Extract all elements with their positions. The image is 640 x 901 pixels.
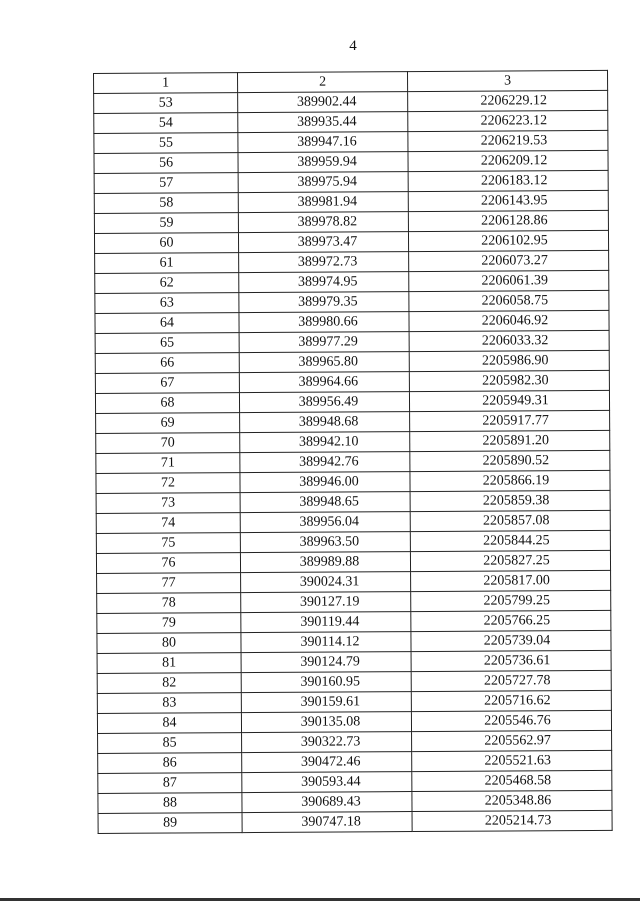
y-coordinate-cell: 2206058.75 (409, 290, 609, 311)
point-number-cell: 53 (94, 93, 238, 114)
x-coordinate-cell: 389959.94 (238, 152, 408, 173)
y-coordinate-cell: 2205986.90 (409, 350, 609, 371)
y-coordinate-cell: 2205562.97 (412, 730, 612, 751)
y-coordinate-cell: 2205736.61 (411, 650, 611, 671)
x-coordinate-cell: 390159.61 (241, 692, 411, 713)
y-coordinate-cell: 2206073.27 (409, 250, 609, 271)
x-coordinate-cell: 389948.65 (240, 492, 410, 513)
y-coordinate-cell: 2206219.53 (408, 130, 608, 151)
y-coordinate-cell: 2205949.31 (409, 390, 609, 411)
x-coordinate-cell: 390024.31 (241, 572, 411, 593)
point-number-cell: 76 (96, 553, 240, 574)
column-header-number: 1 (94, 73, 238, 94)
x-coordinate-cell: 389979.35 (239, 292, 409, 313)
y-coordinate-cell: 2205817.00 (411, 570, 611, 591)
x-coordinate-cell: 390124.79 (241, 652, 411, 673)
x-coordinate-cell: 390114.12 (241, 632, 411, 653)
x-coordinate-cell: 390593.44 (242, 772, 412, 793)
y-coordinate-cell: 2205866.19 (410, 470, 610, 491)
column-header-x: 2 (238, 72, 408, 93)
point-number-cell: 81 (97, 653, 241, 674)
y-coordinate-cell: 2206046.92 (409, 310, 609, 331)
x-coordinate-cell: 390322.73 (242, 732, 412, 753)
point-number-cell: 61 (95, 253, 239, 274)
y-coordinate-cell: 2205468.58 (412, 770, 612, 791)
x-coordinate-cell: 390689.43 (242, 792, 412, 813)
point-number-cell: 67 (95, 373, 239, 394)
point-number-cell: 63 (95, 293, 239, 314)
y-coordinate-cell: 2205844.25 (410, 530, 610, 551)
point-number-cell: 85 (98, 733, 242, 754)
point-number-cell: 59 (94, 213, 238, 234)
x-coordinate-cell: 389947.16 (238, 132, 408, 153)
point-number-cell: 55 (94, 133, 238, 154)
point-number-cell: 56 (94, 153, 238, 174)
y-coordinate-cell: 2206061.39 (409, 270, 609, 291)
x-coordinate-cell: 389948.68 (240, 412, 410, 433)
point-number-cell: 75 (96, 533, 240, 554)
x-coordinate-cell: 389978.82 (238, 212, 408, 233)
x-coordinate-cell: 389942.10 (240, 432, 410, 453)
point-number-cell: 88 (98, 793, 242, 814)
x-coordinate-cell: 389980.66 (239, 312, 409, 333)
x-coordinate-cell: 389972.73 (239, 252, 409, 273)
column-header-y: 3 (407, 70, 607, 91)
point-number-cell: 65 (95, 333, 239, 354)
y-coordinate-cell: 2206102.95 (408, 230, 608, 251)
y-coordinate-cell: 2205859.38 (410, 490, 610, 511)
y-coordinate-cell: 2206229.12 (408, 90, 608, 111)
point-number-cell: 58 (94, 193, 238, 214)
x-coordinate-cell: 389981.94 (238, 192, 408, 213)
x-coordinate-cell: 389935.44 (238, 112, 408, 133)
point-number-cell: 83 (97, 693, 241, 714)
x-coordinate-cell: 389942.76 (240, 452, 410, 473)
point-number-cell: 69 (96, 413, 240, 434)
point-number-cell: 72 (96, 473, 240, 494)
x-coordinate-cell: 389977.29 (239, 332, 409, 353)
point-number-cell: 74 (96, 513, 240, 534)
point-number-cell: 54 (94, 113, 238, 134)
x-coordinate-cell: 389946.00 (240, 472, 410, 493)
x-coordinate-cell: 389989.88 (240, 552, 410, 573)
x-coordinate-cell: 390160.95 (241, 672, 411, 693)
y-coordinate-cell: 2205348.86 (412, 790, 612, 811)
y-coordinate-cell: 2206209.12 (408, 150, 608, 171)
point-number-cell: 87 (98, 773, 242, 794)
coordinates-table (93, 70, 613, 834)
y-coordinate-cell: 2205982.30 (409, 370, 609, 391)
y-coordinate-cell: 2205546.76 (411, 710, 611, 731)
point-number-cell: 78 (97, 593, 241, 614)
point-number-cell: 77 (97, 573, 241, 594)
y-coordinate-cell: 2206143.95 (408, 190, 608, 211)
point-number-cell: 71 (96, 453, 240, 474)
x-coordinate-cell: 390135.08 (241, 712, 411, 733)
y-coordinate-cell: 2206223.12 (408, 110, 608, 131)
x-coordinate-cell: 389965.80 (239, 352, 409, 373)
point-number-cell: 62 (95, 273, 239, 294)
y-coordinate-cell: 2205799.25 (411, 590, 611, 611)
point-number-cell: 57 (94, 173, 238, 194)
point-number-cell: 66 (95, 353, 239, 374)
point-number-cell: 60 (94, 233, 238, 254)
point-number-cell: 84 (97, 713, 241, 734)
x-coordinate-cell: 389956.04 (240, 512, 410, 533)
x-coordinate-cell: 389975.94 (238, 172, 408, 193)
x-coordinate-cell: 389964.66 (239, 372, 409, 393)
point-number-cell: 79 (97, 613, 241, 634)
y-coordinate-cell: 2205214.73 (412, 810, 612, 831)
x-coordinate-cell: 390472.46 (242, 752, 412, 773)
y-coordinate-cell: 2205716.62 (411, 690, 611, 711)
point-number-cell: 89 (98, 813, 242, 834)
y-coordinate-cell: 2206128.86 (408, 210, 608, 231)
y-coordinate-cell: 2205827.25 (410, 550, 610, 571)
x-coordinate-cell: 390119.44 (241, 612, 411, 633)
x-coordinate-cell: 389973.47 (238, 232, 408, 253)
page-number: 4 (349, 38, 357, 54)
x-coordinate-cell: 389963.50 (240, 532, 410, 553)
point-number-cell: 80 (97, 633, 241, 654)
y-coordinate-cell: 2205917.77 (410, 410, 610, 431)
y-coordinate-cell: 2206183.12 (408, 170, 608, 191)
table-body (94, 90, 613, 833)
table-row (98, 810, 612, 833)
x-coordinate-cell: 389902.44 (238, 92, 408, 113)
point-number-cell: 73 (96, 493, 240, 514)
y-coordinate-cell: 2206033.32 (409, 330, 609, 351)
point-number-cell: 70 (96, 433, 240, 454)
point-number-cell: 86 (98, 753, 242, 774)
y-coordinate-cell: 2205766.25 (411, 610, 611, 631)
y-coordinate-cell: 2205891.20 (410, 430, 610, 451)
point-number-cell: 68 (95, 393, 239, 414)
x-coordinate-cell: 389956.49 (239, 392, 409, 413)
point-number-cell: 82 (97, 673, 241, 694)
point-number-cell: 64 (95, 313, 239, 334)
x-coordinate-cell: 390127.19 (241, 592, 411, 613)
y-coordinate-cell: 2205857.08 (410, 510, 610, 531)
y-coordinate-cell: 2205727.78 (411, 670, 611, 691)
y-coordinate-cell: 2205521.63 (412, 750, 612, 771)
y-coordinate-cell: 2205890.52 (410, 450, 610, 471)
x-coordinate-cell: 390747.18 (242, 812, 412, 833)
y-coordinate-cell: 2205739.04 (411, 630, 611, 651)
x-coordinate-cell: 389974.95 (239, 272, 409, 293)
